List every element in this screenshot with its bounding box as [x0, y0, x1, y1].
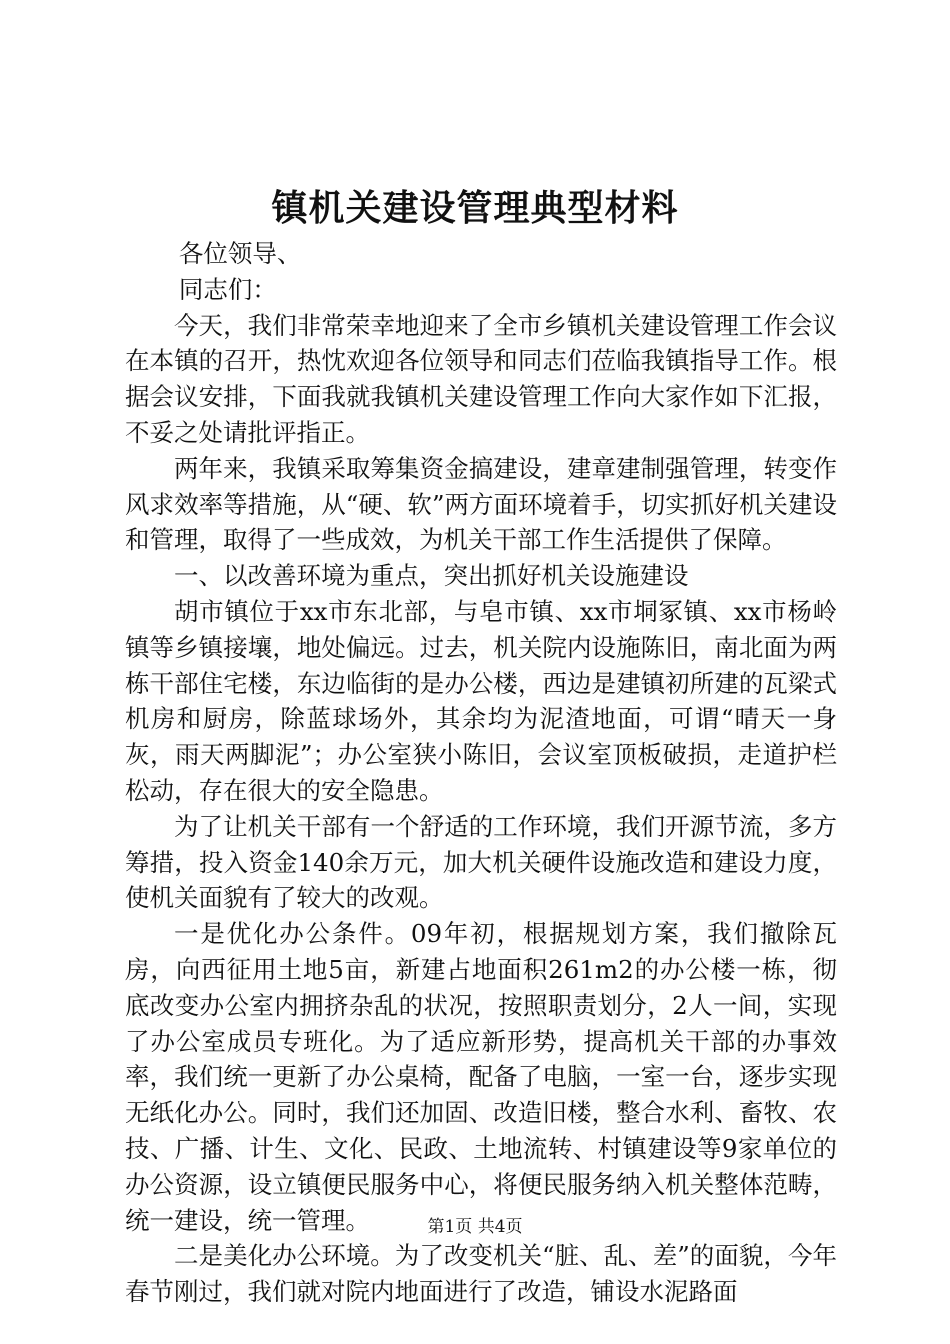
greeting-line: 各位领导、	[178, 239, 302, 268]
document-title: 镇机关建设管理典型材料	[271, 187, 679, 229]
paragraph: 一是优化办公条件。09年初，根据规划方案，我们撤除瓦房，向西征用土地5亩，新建占地面积261m2的办公楼一栋，彻底改变办公室内拥挤杂乱的状况，按照职责划分，2人一间，实现了办公室成员专班化。为了适应新形势，提高机关干部的办事效率，我们统一更新了办公桌椅，配备了电脑，一室一台，逐步实现无纸化办公。同时，我们还加固、改造旧楼，整合水利、畜牧、农技、广播、计生、文化、民政、土地流转、村镇建设等9家单位的办公资源，设立镇便民服务中心，将便民服务纳入机关整体范畴，统一建设，统一管理。	[125, 919, 837, 1235]
paragraph: 二是美化办公环境。为了改变机关“脏、乱、差”的面貌，今年春节刚过，我们就对院内地面进行了改造，铺设水泥路面	[125, 1241, 837, 1307]
paragraph: 今天，我们非常荣幸地迎来了全市乡镇机关建设管理工作会议在本镇的召开，热忱欢迎各位领导和同志们莅临我镇指导工作。根据会议安排，下面我就我镇机关建设管理工作向大家作如下汇报，不妥之处请批评指正。	[125, 310, 837, 447]
paragraph: 两年来，我镇采取筹集资金搞建设，建章建制强管理，转变作风求效率等措施，从“硬、软”两方面环境着手，切实抓好机关建设和管理，取得了一些成效，为机关干部工作生活提供了保障。	[125, 453, 837, 555]
page-footer: 第1页 共4页	[427, 1217, 523, 1237]
greeting-line: 同志们：	[178, 274, 277, 304]
paragraph: 胡市镇位于xx市东北部，与皂市镇、xx市垌冢镇、xx市杨岭镇等乡镇接壤，地处偏远。过去，机关院内设施陈旧，南北面为两栋干部住宅楼，东边临街的是办公楼，西边是建镇初所建的瓦梁式机房和厨房，除蓝球场外，其余均为泥渣地面，可谓“晴天一身灰，雨天两脚泥”；办公室狭小陈旧，会议室顶板破损，走道护栏松动，存在很大的安全隐患。	[125, 596, 837, 805]
paragraph: 为了让机关干部有一个舒适的工作环境，我们开源节流，多方筹措，投入资金140余万元，加大机关硬件设施改造和建设力度，使机关面貌有了较大的改观。	[125, 811, 837, 913]
section-heading: 一、以改善环境为重点，突出抓好机关设施建设	[174, 561, 689, 591]
document-body	[125, 236, 837, 1310]
